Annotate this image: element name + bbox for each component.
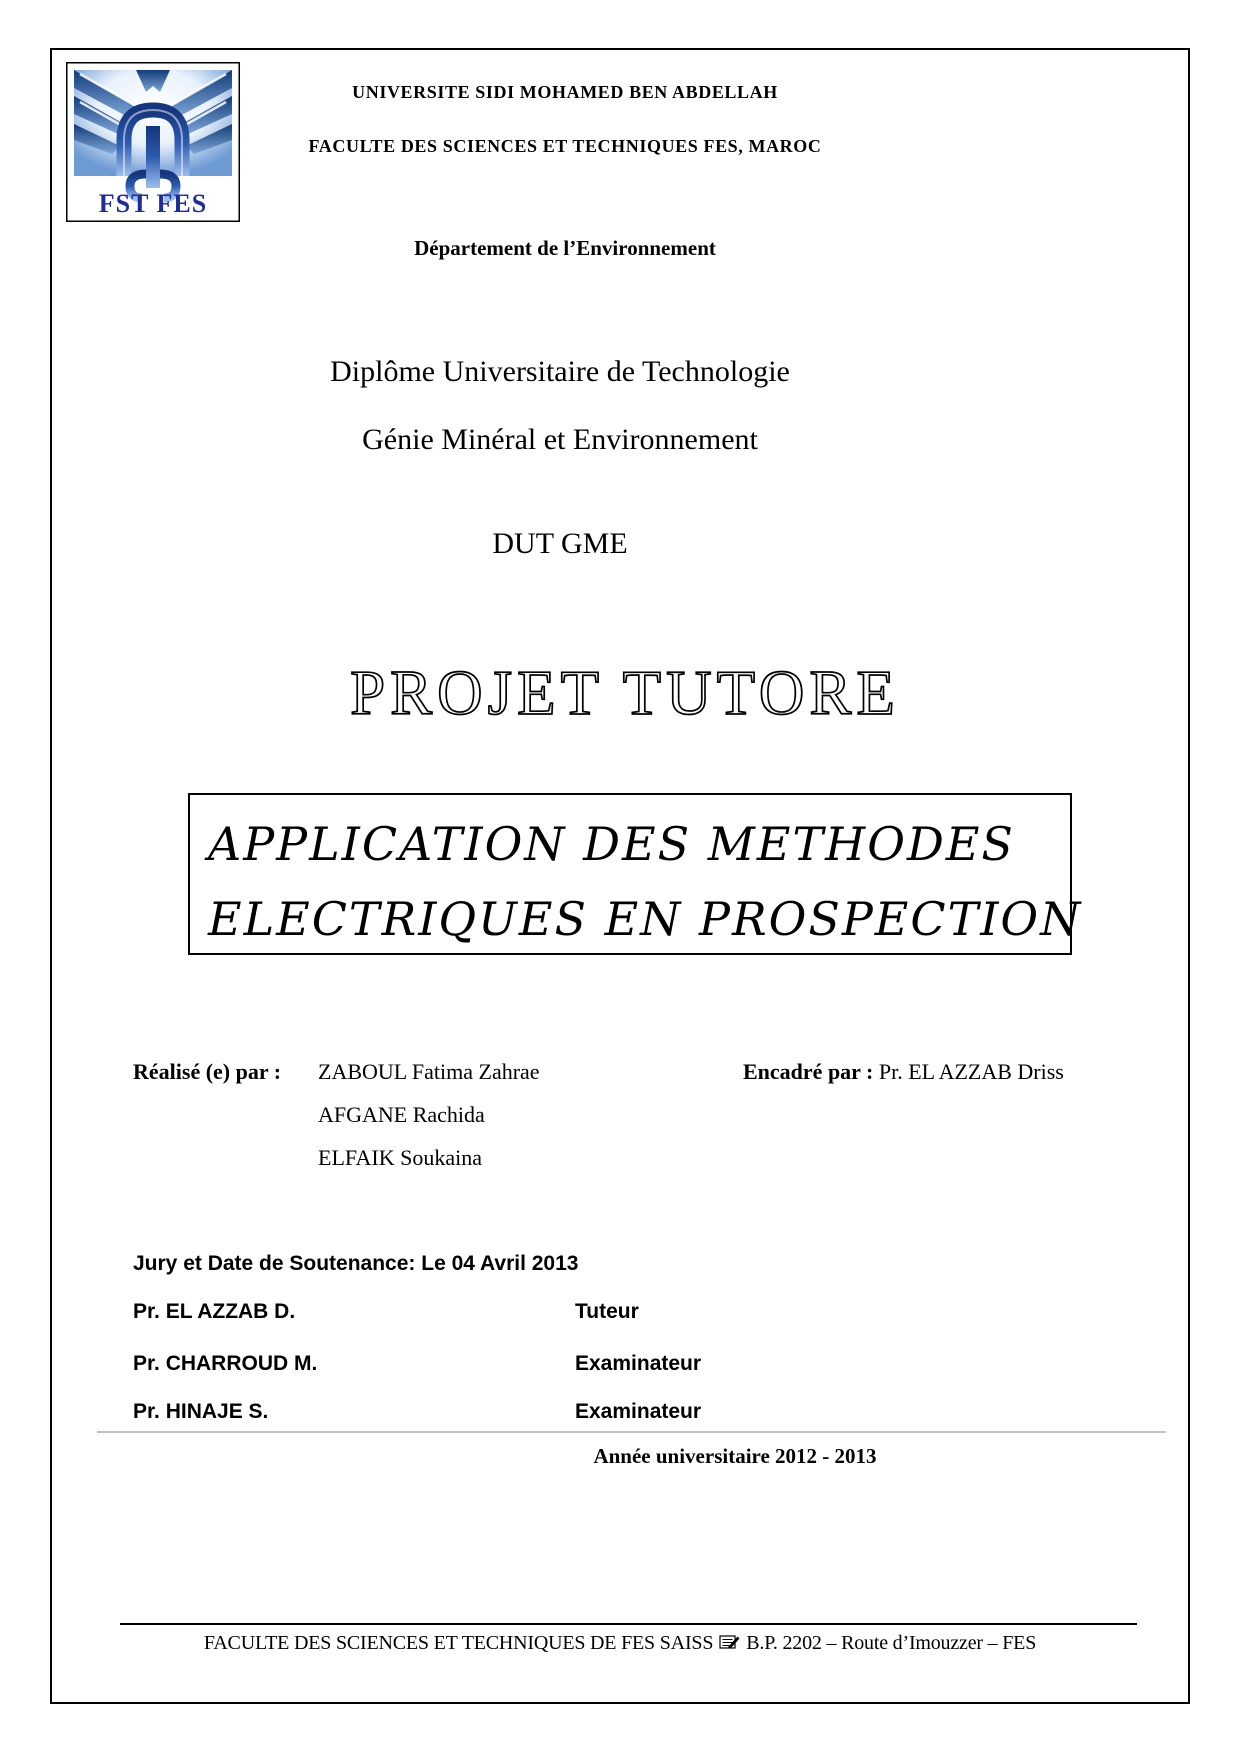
supervisor-name: Pr. EL AZZAB Driss [873,1059,1064,1084]
degree-line-1: Diplôme Universitaire de Technologie [330,355,790,388]
main-title: PROJET TUTORE [350,658,900,728]
author-name: ELFAIK Soukaina [318,1145,482,1170]
university-name: UNIVERSITE SIDI MOHAMED BEN ABDELLAH [352,82,778,102]
jury-heading: Jury et Date de Soutenance: Le 04 Avril 2013 [133,1252,579,1275]
jury-member-name: Pr. EL AZZAB D. [133,1300,296,1323]
logo-fst-text: FST FES [98,189,208,218]
authors-list [318,1050,540,1179]
department-name: Département de l’Environnement [414,236,716,260]
footer-faculty-text: FACULTE DES SCIENCES ET TECHNIQUES DE FES SAISS [203,1632,714,1654]
jury-row [133,1300,1033,1324]
supervisor-line [743,1050,1064,1093]
subject-title-line-1: APPLICATION DES METHODES [208,817,1015,871]
degree-line-2: Génie Minéral et Environnement [362,423,758,456]
author-name: AFGANE Rachida [318,1102,485,1127]
fst-fes-logo-icon [66,62,240,222]
mail-icon [719,1633,740,1657]
jury-member-name: Pr. HINAJE S. [133,1400,269,1423]
light-divider [97,1431,1166,1433]
university-logo [66,62,240,222]
degree-line-3: DUT GME [492,527,628,560]
jury-row [133,1352,1033,1376]
supervisor-label: Encadré par : [743,1059,874,1084]
main-title-container [240,648,1010,738]
academic-year: Année universitaire 2012 - 2013 [593,1444,877,1468]
footer-divider [120,1623,1137,1625]
jury-member-name: Pr. CHARROUD M. [133,1352,318,1375]
footer-address [50,1632,1190,1657]
footer-address-text: B.P. 2202 – Route d’Imouzzer – FES [746,1632,1037,1654]
jury-member-role: Examinateur [575,1352,702,1375]
jury-member-role: Tuteur [575,1300,639,1323]
jury-member-role: Examinateur [575,1400,702,1423]
subject-title-line-2: ELECTRIQUES EN PROSPECTION [208,892,1083,946]
author-name: ZABOUL Fatima Zahrae [318,1059,540,1084]
jury-row [133,1400,1033,1424]
authors-label: Réalisé (e) par : [133,1059,282,1084]
subject-title-box [188,793,1083,955]
faculty-name: FACULTE DES SCIENCES ET TECHNIQUES FES, MAROC [308,136,822,156]
